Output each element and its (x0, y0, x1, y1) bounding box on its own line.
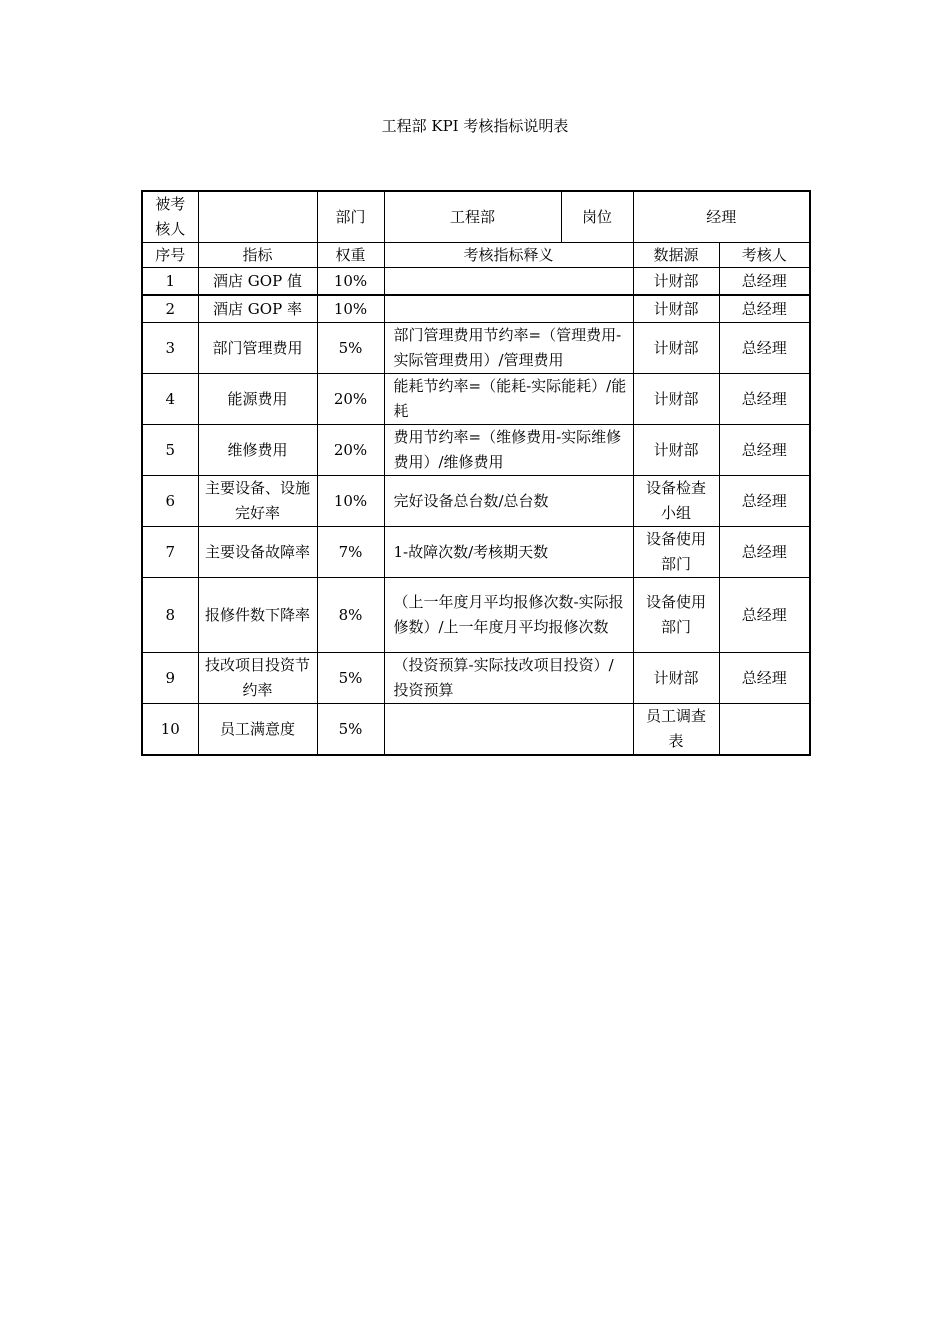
weight-cell: 8% (317, 578, 384, 653)
definition-cell (384, 295, 633, 323)
indicator-cell: 部门管理费用 (198, 323, 317, 374)
assessor-cell: 总经理 (719, 268, 810, 296)
definition-cell: 能耗节约率=（能耗-实际能耗）/能耗 (384, 374, 633, 425)
assessor-cell: 总经理 (719, 425, 810, 476)
assessor-cell: 总经理 (719, 295, 810, 323)
seq-cell: 3 (142, 323, 198, 374)
seq-cell: 10 (142, 704, 198, 756)
source-cell: 计财部 (633, 653, 719, 704)
definition-cell: （上一年度月平均报修次数-实际报修数）/上一年度月平均报修次数 (384, 578, 633, 653)
assessor-cell: 总经理 (719, 323, 810, 374)
assessor-cell: 总经理 (719, 578, 810, 653)
indicator-cell: 维修费用 (198, 425, 317, 476)
indicator-cell: 员工满意度 (198, 704, 317, 756)
source-cell: 计财部 (633, 268, 719, 296)
seq-cell: 9 (142, 653, 198, 704)
seq-cell: 4 (142, 374, 198, 425)
definition-cell: 1-故障次数/考核期天数 (384, 527, 633, 578)
weight-cell: 10% (317, 295, 384, 323)
source-cell: 设备使用部门 (633, 527, 719, 578)
indicator-cell: 酒店 GOP 率 (198, 295, 317, 323)
definition-cell: 完好设备总台数/总台数 (384, 476, 633, 527)
table-row (142, 323, 810, 374)
seq-cell: 2 (142, 295, 198, 323)
assessor-cell: 总经理 (719, 476, 810, 527)
source-cell: 计财部 (633, 425, 719, 476)
source-cell: 计财部 (633, 323, 719, 374)
indicator-cell: 技改项目投资节约率 (198, 653, 317, 704)
weight-cell: 7% (317, 527, 384, 578)
indicator-cell: 主要设备、设施完好率 (198, 476, 317, 527)
dept-value: 工程部 (384, 191, 561, 243)
definition-cell: 费用节约率=（维修费用-实际维修费用）/维修费用 (384, 425, 633, 476)
col-weight-header: 权重 (317, 243, 384, 268)
weight-cell: 10% (317, 268, 384, 296)
table-row (142, 295, 810, 323)
source-cell: 员工调查表 (633, 704, 719, 756)
source-cell: 设备使用部门 (633, 578, 719, 653)
weight-cell: 5% (317, 653, 384, 704)
source-cell: 计财部 (633, 295, 719, 323)
indicator-cell: 报修件数下降率 (198, 578, 317, 653)
table-row (142, 578, 810, 653)
seq-cell: 8 (142, 578, 198, 653)
indicator-cell: 主要设备故障率 (198, 527, 317, 578)
table-row (142, 425, 810, 476)
indicator-cell: 酒店 GOP 值 (198, 268, 317, 296)
weight-cell: 5% (317, 704, 384, 756)
table-row (142, 374, 810, 425)
source-cell: 计财部 (633, 374, 719, 425)
assessor-cell (719, 704, 810, 756)
examinee-label: 被考核人 (142, 191, 198, 243)
page-title: 工程部 KPI 考核指标说明表 (381, 117, 569, 135)
position-label: 岗位 (561, 191, 633, 243)
source-cell: 设备检查小组 (633, 476, 719, 527)
assessor-cell: 总经理 (719, 374, 810, 425)
table-row (142, 704, 810, 756)
assessor-cell: 总经理 (719, 527, 810, 578)
weight-cell: 20% (317, 374, 384, 425)
seq-cell: 1 (142, 268, 198, 296)
weight-cell: 20% (317, 425, 384, 476)
table-row (142, 653, 810, 704)
definition-cell: （投资预算-实际技改项目投资）/投资预算 (384, 653, 633, 704)
table-row (142, 268, 810, 296)
dept-label: 部门 (317, 191, 384, 243)
kpi-table (141, 190, 811, 756)
col-indicator-header: 指标 (198, 243, 317, 268)
definition-cell: 部门管理费用节约率=（管理费用-实际管理费用）/管理费用 (384, 323, 633, 374)
definition-cell (384, 268, 633, 296)
col-definition-header: 考核指标释义 (384, 243, 633, 268)
definition-cell (384, 704, 633, 756)
table-row (142, 476, 810, 527)
info-row (142, 191, 810, 243)
seq-cell: 7 (142, 527, 198, 578)
seq-cell: 6 (142, 476, 198, 527)
column-header-row (142, 243, 810, 268)
col-assessor-header: 考核人 (719, 243, 810, 268)
position-value: 经理 (633, 191, 810, 243)
col-source-header: 数据源 (633, 243, 719, 268)
assessor-cell: 总经理 (719, 653, 810, 704)
weight-cell: 5% (317, 323, 384, 374)
table-row (142, 527, 810, 578)
col-seq-header: 序号 (142, 243, 198, 268)
indicator-cell: 能源费用 (198, 374, 317, 425)
examinee-value (198, 191, 317, 243)
weight-cell: 10% (317, 476, 384, 527)
seq-cell: 5 (142, 425, 198, 476)
